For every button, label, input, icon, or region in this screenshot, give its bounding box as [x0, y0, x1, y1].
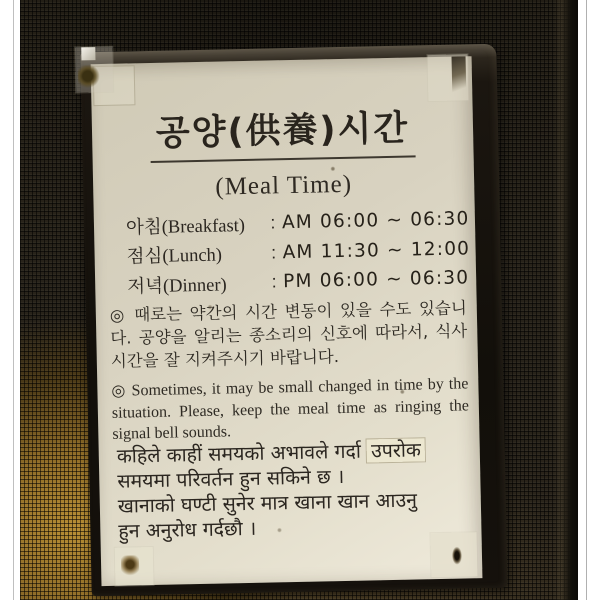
meal-separator: : — [271, 271, 277, 292]
sign-paper — [91, 56, 483, 586]
matte-frame-line-right — [586, 0, 587, 600]
correction-patch: उपरोक — [367, 438, 425, 462]
notice-paragraph-korean: ◎ 때로는 약간의 시간 변동이 있을 수도 있습니다. 공양을 알리는 종소리의 신호에 따라서, 식사시간을 잘 지켜주시기 바랍니다. — [109, 298, 468, 371]
nepali-line-4: हुन अनुरोध गर्दछौ । — [118, 516, 257, 543]
sign-backing-board — [80, 44, 507, 597]
sign-subtitle: (Meal Time) — [215, 170, 353, 201]
meal-label: 저녁(Dinner) — [127, 275, 227, 298]
meal-time: AM 06:00 ~ 06:30 — [281, 208, 470, 234]
meal-separator: : — [270, 242, 277, 263]
meal-label: 아침(Breakfast) — [125, 215, 246, 239]
matte-frame-line-left — [13, 0, 14, 600]
notice-paragraph-english: ◎ Sometimes, it may be small changed in time by the situation. Please, keep the meal time as ringing the signal bell sounds. — [111, 375, 470, 443]
nepali-line-1-text: कहिले काहीं समयको अभावले गर्दा — [116, 439, 368, 468]
sign-title: 공양(供養)시간 — [150, 109, 416, 162]
meal-label: 점심(Lunch) — [126, 245, 223, 268]
nepali-line-2: समयमा परिवर्तन हुन सकिने छ । — [117, 464, 345, 493]
notice-paragraph-nepali — [117, 436, 471, 543]
meal-separator: : — [270, 212, 276, 233]
meal-time: AM 11:30 ~ 12:00 — [282, 238, 471, 263]
door-frame-edge — [554, 0, 578, 600]
tape-top-left — [75, 47, 113, 93]
tape-bottom-left — [115, 547, 154, 586]
nepali-line-3: खानाको घण्टी सुनेर मात्र खाना खान आउनु — [117, 488, 418, 518]
tape-bottom-right — [430, 532, 477, 577]
mesh-screen-background — [20, 0, 578, 600]
meal-time: PM 06:00 ~ 06:30 — [282, 267, 470, 293]
tape-top-right — [427, 54, 468, 101]
meal-times-list — [125, 205, 471, 300]
meal-row-dinner — [127, 264, 470, 300]
